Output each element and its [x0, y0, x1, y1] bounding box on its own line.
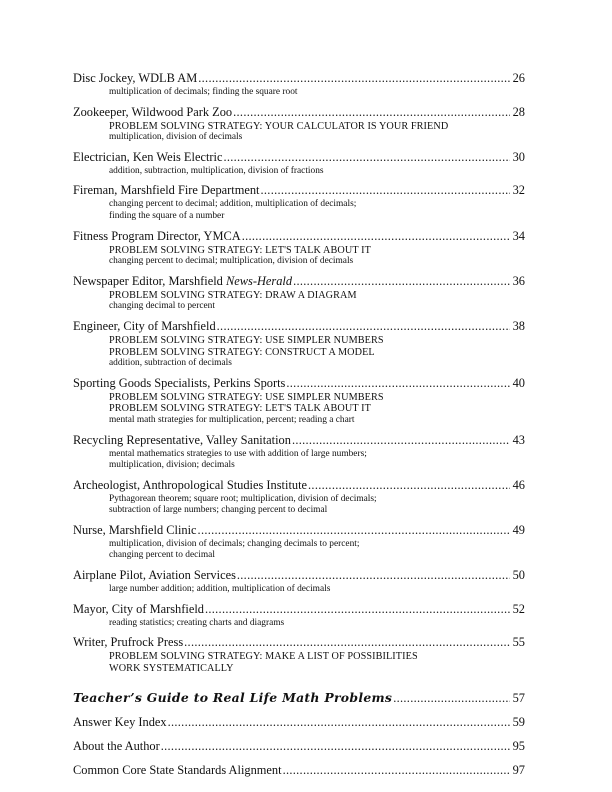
dot-leader	[184, 635, 510, 650]
dot-leader	[198, 523, 510, 538]
topic-list	[109, 245, 525, 268]
toc-entry	[73, 150, 525, 178]
toc-entry-title: Mayor, City of Marshfield	[73, 601, 204, 616]
topic-line: large number addition; addition, multiplication of decimals	[109, 584, 331, 595]
strategy-line: WORK SYSTEMATICALLY	[109, 662, 234, 674]
back-matter-entry	[73, 763, 525, 778]
toc-entry-title: Airplane Pilot, Aviation Services	[73, 568, 236, 583]
toc-entry-title	[73, 274, 292, 289]
toc-entry-title-prefix: Newspaper Editor, Marshfield	[73, 273, 226, 288]
toc-entry-line	[73, 319, 525, 334]
topic-line: multiplication, division; decimals	[109, 460, 235, 471]
toc-entry-line	[73, 690, 525, 706]
toc-page-number: 46	[512, 477, 525, 492]
topic-line: changing decimal to percent	[109, 301, 215, 312]
strategy-line: PROBLEM SOLVING STRATEGY: DRAW A DIAGRAM	[109, 289, 357, 301]
toc-entry	[73, 635, 525, 674]
toc-page-number: 50	[512, 568, 525, 583]
topic-list	[109, 392, 525, 427]
newspaper-name: News-Herald	[225, 273, 293, 288]
topic-list	[109, 121, 525, 144]
toc-entry-line	[73, 376, 525, 391]
toc-entry-title: Disc Jockey, WDLB AM	[73, 71, 198, 85]
toc-entry-line	[73, 739, 525, 754]
dot-leader	[293, 274, 510, 289]
dot-leader	[308, 478, 510, 493]
topic-line: mental math strategies for multiplication, percent; reading a chart	[109, 414, 355, 425]
dot-leader	[242, 229, 510, 244]
toc-entry-line	[73, 478, 525, 493]
toc-entry	[73, 105, 525, 144]
topic-line: changing percent to decimal; addition, multiplication of decimals;	[109, 199, 357, 210]
topic-line: Pythagorean theorem; square root; multiplication, division of decimals;	[109, 493, 377, 504]
about-author-title: About the Author	[73, 739, 160, 754]
topic-list	[109, 199, 525, 222]
dot-leader	[198, 71, 510, 86]
answer-key-title: Answer Key Index	[73, 715, 167, 730]
dot-leader	[223, 150, 510, 165]
topic-list	[109, 166, 525, 178]
toc-entry-line	[73, 433, 525, 448]
topic-line: multiplication of decimals; finding the square root	[109, 87, 298, 97]
toc-page-number: 38	[512, 318, 525, 333]
toc-page-number: 26	[512, 71, 525, 85]
toc-entry	[73, 602, 525, 630]
topic-list	[109, 335, 525, 370]
toc-entry	[73, 319, 525, 370]
dot-leader	[233, 105, 510, 120]
toc-entry-line	[73, 105, 525, 120]
toc-entry-title: Archeologist, Anthropological Studies Institute	[73, 477, 308, 492]
toc-entry-title: Fireman, Marshfield Fire Department	[73, 183, 260, 198]
toc-page-number: 40	[512, 375, 525, 390]
toc-page-number: 97	[512, 763, 525, 778]
toc-entry-line	[73, 635, 525, 650]
toc-entry-line	[73, 274, 525, 289]
dot-leader	[292, 433, 510, 448]
toc-page-number: 32	[512, 183, 525, 198]
toc-page-number: 34	[512, 228, 525, 243]
strategy-line: PROBLEM SOLVING STRATEGY: CONSTRUCT A MODEL	[109, 346, 375, 358]
toc-entry-line	[73, 150, 525, 165]
topic-line: subtraction of large numbers; changing percent to decimal	[109, 505, 328, 516]
toc-entry-line	[73, 568, 525, 583]
strategy-line: PROBLEM SOLVING STRATEGY: USE SIMPLER NUMBERS	[109, 391, 384, 403]
toc-entry-line	[73, 602, 525, 617]
toc-entry	[73, 229, 525, 268]
toc-entry	[73, 71, 525, 99]
topic-line: mental mathematics strategies to use with addition of large numbers;	[109, 448, 367, 459]
toc-entry-title: Recycling Representative, Valley Sanitation	[73, 432, 291, 447]
toc-entry-title: Engineer, City of Marshfield	[73, 318, 216, 333]
dot-leader	[261, 183, 511, 198]
toc-entry-title: Zookeeper, Wildwood Park Zoo	[73, 104, 233, 119]
strategy-line: PROBLEM SOLVING STRATEGY: YOUR CALCULATOR IS YOUR FRIEND	[109, 120, 449, 132]
topic-line: multiplication, division of decimals; changing decimals to percent;	[109, 538, 360, 549]
section-gap	[73, 680, 525, 690]
dot-leader	[168, 715, 510, 730]
topic-list	[109, 584, 525, 596]
back-matter-entry	[73, 690, 525, 706]
toc-entry-title: Fitness Program Director, YMCA	[73, 228, 241, 243]
toc-entry-line	[73, 229, 525, 244]
toc-entry-line	[73, 183, 525, 198]
teachers-guide-title: Teacher’s Guide to Real Life Math Problems	[73, 690, 393, 706]
topic-line: changing percent to decimal; multiplication, division of decimals	[109, 256, 354, 267]
topic-line: reading statistics; creating charts and diagrams	[109, 617, 285, 628]
strategy-line: PROBLEM SOLVING STRATEGY: LET'S TALK ABOUT IT	[109, 244, 371, 256]
toc-entry-line	[73, 71, 525, 86]
toc-page-number: 95	[512, 739, 525, 754]
topic-line: changing percent to decimal	[109, 550, 215, 561]
back-matter-entry	[73, 715, 525, 730]
dot-leader	[161, 739, 510, 754]
strategy-line: PROBLEM SOLVING STRATEGY: LET'S TALK ABOUT IT	[109, 403, 371, 415]
topic-list	[109, 651, 525, 674]
topic-line: addition, subtraction of decimals	[109, 358, 232, 369]
topic-list	[109, 449, 525, 472]
toc-page-number: 57	[512, 691, 525, 706]
back-matter-entry	[73, 739, 525, 754]
table-of-contents	[73, 71, 525, 787]
standards-alignment-title: Common Core State Standards Alignment	[73, 763, 282, 778]
dot-leader	[205, 602, 510, 617]
topic-list	[109, 290, 525, 313]
toc-entry	[73, 183, 525, 222]
toc-entry-line	[73, 715, 525, 730]
topic-list	[109, 494, 525, 517]
toc-entry	[73, 523, 525, 562]
strategy-line: PROBLEM SOLVING STRATEGY: USE SIMPLER NUMBERS	[109, 334, 384, 346]
toc-page-number: 28	[512, 104, 525, 119]
topic-list	[109, 618, 525, 630]
dot-leader	[393, 691, 510, 706]
strategy-line: PROBLEM SOLVING STRATEGY: MAKE A LIST OF POSSIBILITIES	[109, 651, 418, 663]
toc-entry-line	[73, 523, 525, 538]
toc-entry-title: Nurse, Marshfield Clinic	[73, 522, 197, 537]
toc-entry	[73, 568, 525, 596]
toc-page-number: 52	[512, 601, 525, 616]
toc-entry-line	[73, 763, 525, 778]
dot-leader	[217, 319, 510, 334]
topic-line: addition, subtraction, multiplication, division of fractions	[109, 165, 324, 176]
dot-leader	[286, 376, 510, 391]
toc-page-number: 59	[512, 715, 525, 730]
toc-entry-title: Sporting Goods Specialists, Perkins Sports	[73, 375, 286, 390]
topic-list	[109, 539, 525, 562]
toc-entry	[73, 376, 525, 427]
toc-page-number: 43	[512, 432, 525, 447]
toc-entry	[73, 274, 525, 313]
toc-entry	[73, 433, 525, 472]
toc-page-number: 36	[512, 273, 525, 288]
topic-line: multiplication, division of decimals	[109, 132, 243, 143]
topic-list	[109, 87, 525, 99]
toc-page-number: 55	[512, 635, 525, 650]
toc-page-number: 30	[512, 149, 525, 164]
topic-line: finding the square of a number	[109, 210, 225, 221]
toc-entry-title: Writer, Prufrock Press	[73, 635, 184, 650]
dot-leader	[283, 763, 510, 778]
dot-leader	[237, 568, 510, 583]
toc-page-number: 49	[512, 522, 525, 537]
toc-entry	[73, 478, 525, 517]
toc-entry-title: Electrician, Ken Weis Electric	[73, 149, 223, 164]
